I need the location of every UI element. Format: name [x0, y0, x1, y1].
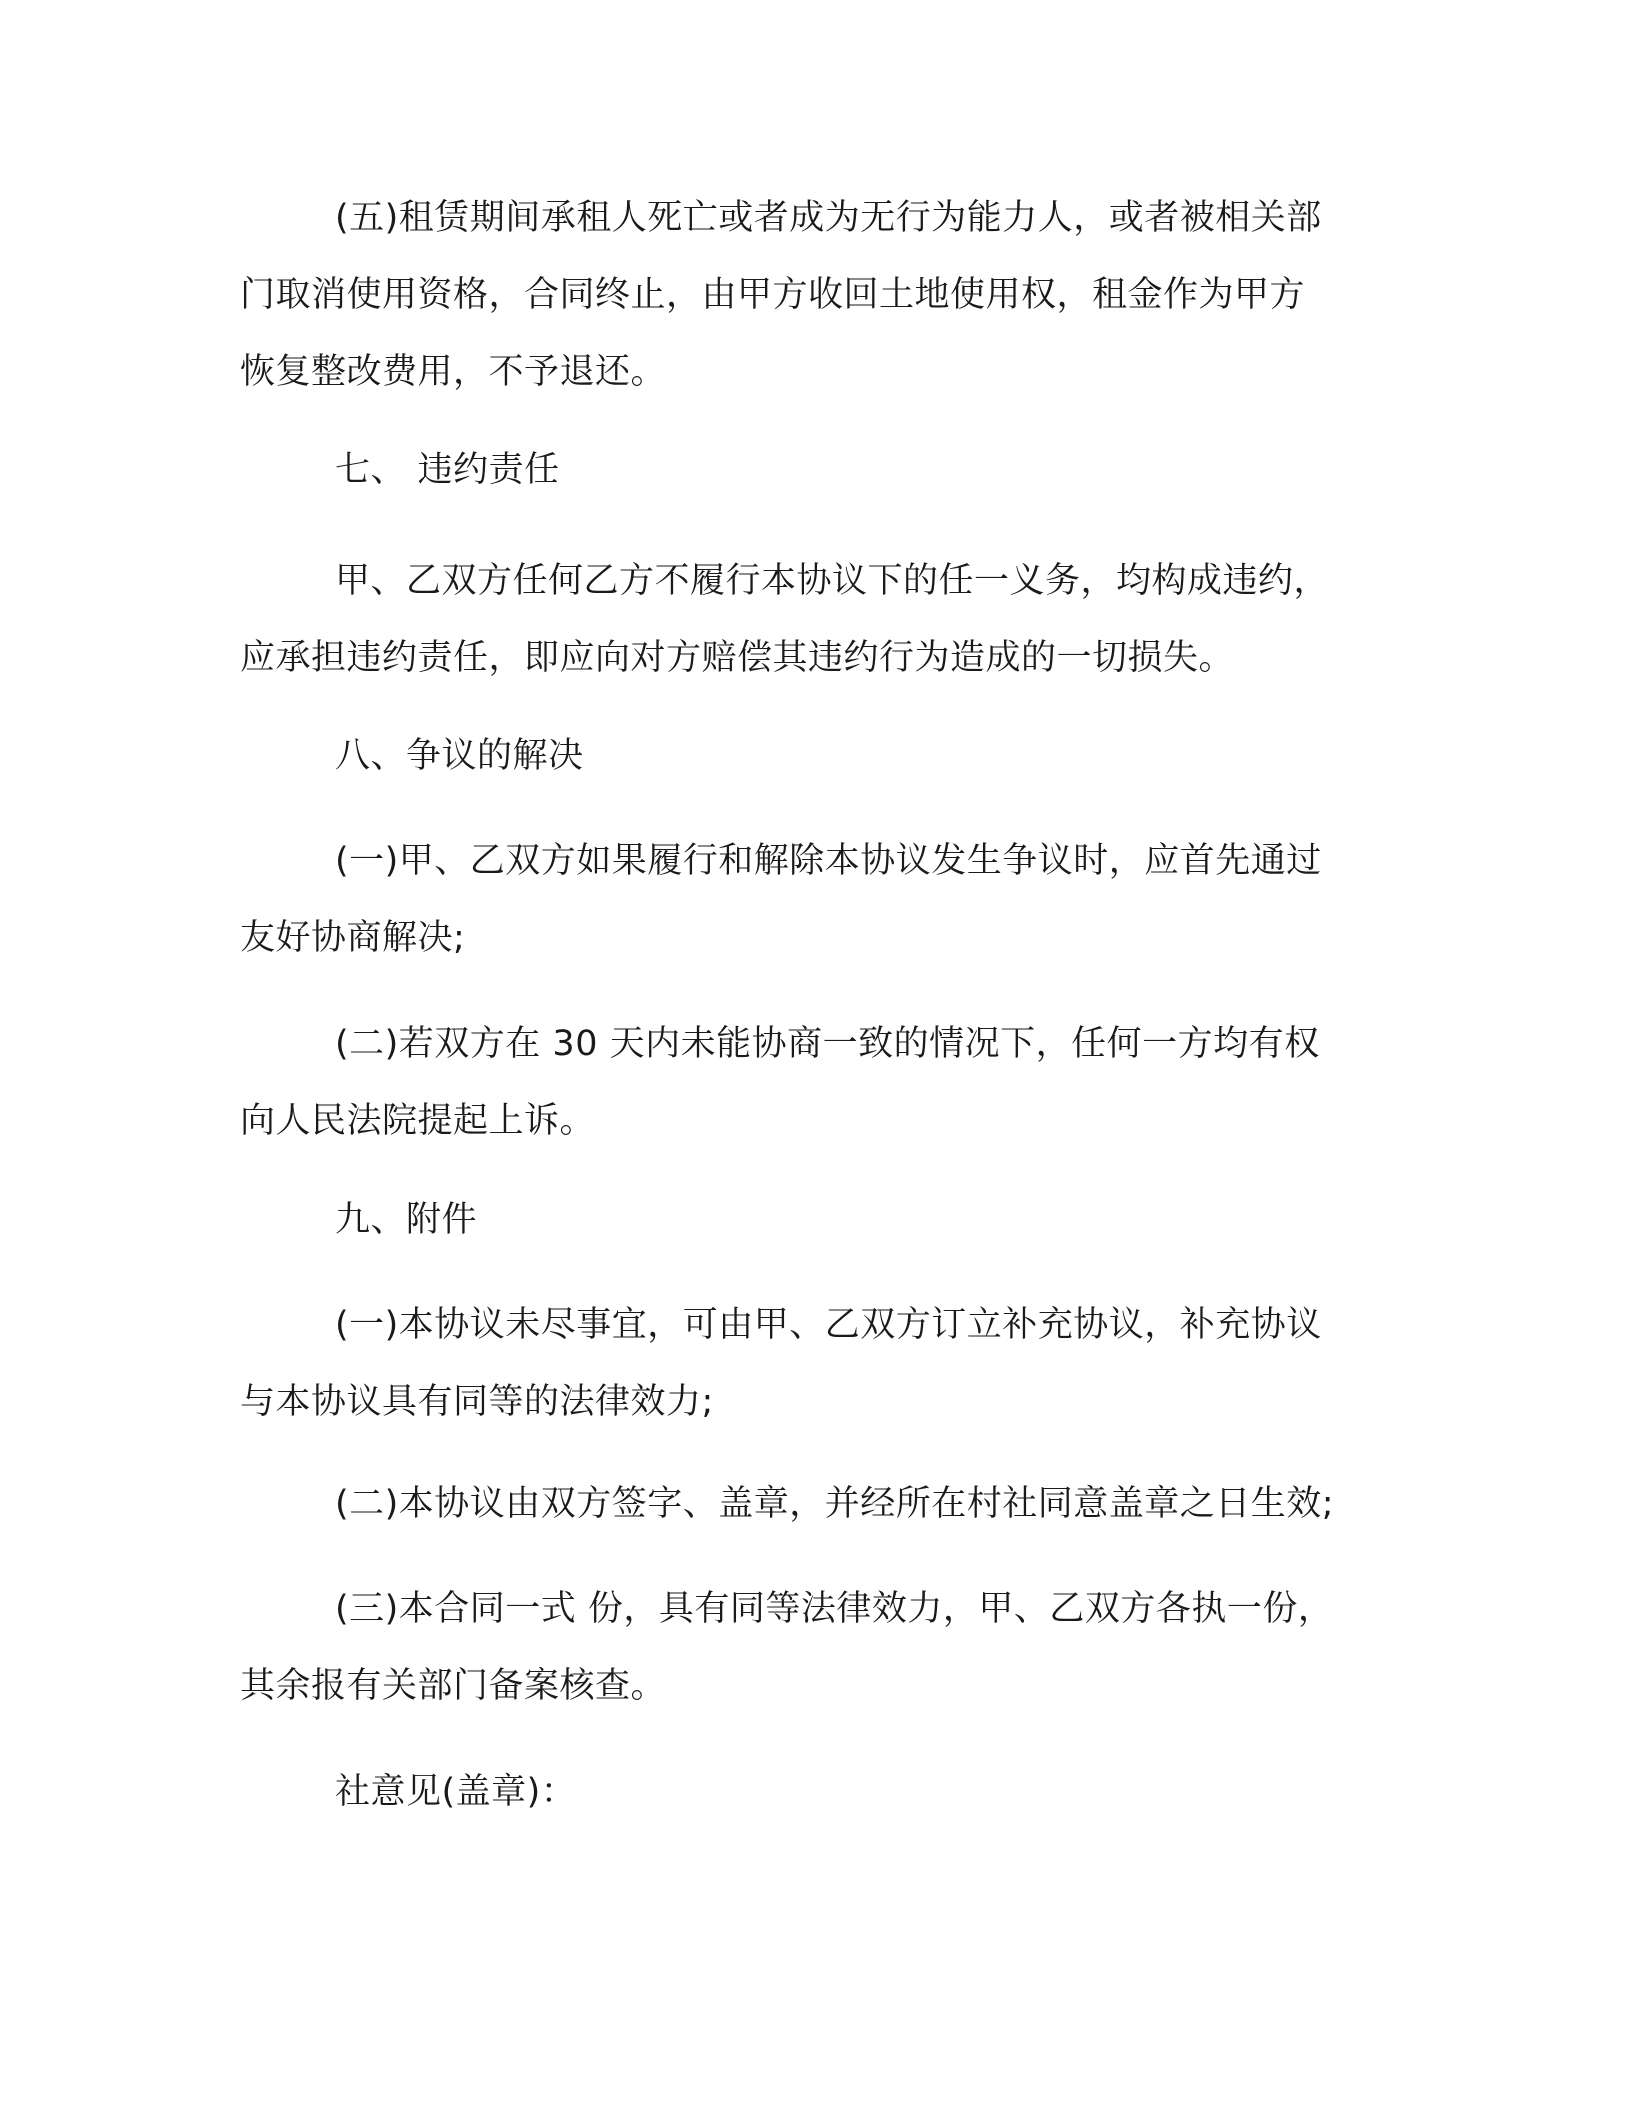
- paragraph-line: 友好协商解决;: [240, 918, 466, 958]
- paragraph-line: (二)若双方在 30 天内未能协商一致的情况下，任何一方均有权: [335, 1024, 1320, 1064]
- signature-label: 社意见(盖章)：: [335, 1772, 577, 1812]
- paragraph-line: 与本协议具有同等的法律效力;: [240, 1382, 714, 1422]
- paragraph-line: 其余报有关部门备案核查。: [240, 1666, 667, 1706]
- paragraph-line: (二)本协议由双方签字、盖章，并经所在村社同意盖章之日生效;: [335, 1484, 1335, 1524]
- section-8-item-1: [240, 823, 1390, 977]
- clause-5-5-termination-on-death: [240, 180, 1390, 411]
- paragraph-line: 应承担违约责任，即应向对方赔偿其违约行为造成的一切损失。: [240, 638, 1235, 678]
- section-9-item-1: [240, 1287, 1390, 1441]
- paragraph-line: 恢复整改费用，不予退还。: [240, 352, 667, 392]
- paragraph-line: 甲、乙双方任何乙方不履行本协议下的任一义务，均构成违约，: [335, 561, 1330, 601]
- paragraph-line: (一)本协议未尽事宜，可由甲、乙双方订立补充协议，补充协议: [335, 1305, 1322, 1345]
- section-9-heading: 九、附件: [335, 1200, 478, 1240]
- paragraph-line: (五)租赁期间承租人死亡或者成为无行为能力人，或者被相关部: [335, 198, 1322, 238]
- paragraph-line: 门取消使用资格，合同终止，由甲方收回土地使用权，租金作为甲方: [240, 275, 1306, 315]
- paragraph-line: (三)本合同一式 份，具有同等法律效力，甲、乙双方各执一份，: [335, 1589, 1334, 1629]
- section-7-body: [240, 543, 1390, 697]
- section-7-heading: 七、 违约责任: [335, 450, 560, 490]
- section-8-item-2: [240, 1006, 1390, 1160]
- section-8-heading: 八、争议的解决: [335, 736, 584, 776]
- paragraph-line: 向人民法院提起上诉。: [240, 1101, 596, 1141]
- section-9-item-2: [240, 1466, 1390, 1543]
- paragraph-line: (一)甲、乙双方如果履行和解除本协议发生争议时，应首先通过: [335, 841, 1322, 881]
- section-9-item-3: [240, 1571, 1390, 1725]
